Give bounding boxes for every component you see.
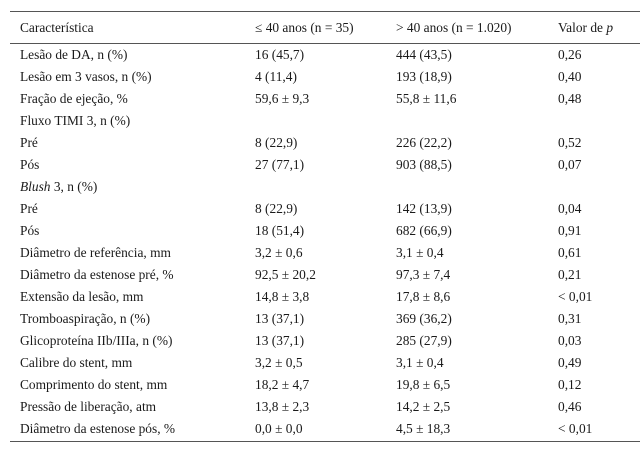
row-label: Lesão em 3 vasos, n (%)	[20, 68, 152, 84]
cell-age-40-or-less: 27 (77,1)	[255, 156, 305, 172]
cell-age-40-or-less: 92,5 ± 20,2	[255, 266, 316, 282]
cell-age-over-40: 285 (27,9)	[396, 332, 452, 348]
cell-p-value: 0,21	[558, 266, 582, 282]
cell-p-value	[558, 176, 640, 198]
cell-age-40-or-less: 14,8 ± 3,8	[255, 288, 310, 304]
cell-age-over-40: 3,1 ± 0,4	[396, 244, 444, 260]
header-p-value-prefix: Valor de	[558, 19, 607, 35]
table-row	[10, 418, 640, 442]
row-label: Pré	[20, 200, 38, 216]
cell-p-value: 0,26	[558, 46, 582, 62]
header-p-value	[558, 12, 640, 44]
row-label: Diâmetro da estenose pós, %	[10, 418, 255, 442]
row-label: Comprimento do stent, mm	[20, 376, 168, 392]
row-label: Diâmetro da estenose pré, %	[20, 266, 174, 282]
cell-age-40-or-less: 13 (37,1)	[255, 332, 305, 348]
cell-age-over-40: 3,1 ± 0,4	[396, 354, 444, 370]
cell-age-40-or-less: 3,2 ± 0,6	[255, 244, 303, 260]
data-table-container	[10, 11, 630, 442]
row-label-rest: 3, n (%)	[50, 178, 98, 194]
table-row	[10, 242, 640, 264]
cell-p-value: 0,03	[558, 332, 582, 348]
cell-age-over-40: 14,2 ± 2,5	[396, 398, 451, 414]
table-row	[10, 264, 640, 286]
table-row	[10, 66, 640, 88]
row-label: Fluxo TIMI 3, n (%)	[20, 112, 131, 128]
table-row	[10, 396, 640, 418]
cell-age-over-40: 142 (13,9)	[396, 200, 452, 216]
cell-age-over-40: 226 (22,2)	[396, 134, 452, 150]
row-label: Fração de ejeção, %	[20, 90, 128, 106]
table-row	[10, 352, 640, 374]
characteristics-table	[10, 11, 640, 442]
row-label: Pós	[20, 156, 40, 172]
cell-age-over-40: 903 (88,5)	[396, 156, 452, 172]
row-label-italic: Blush	[20, 178, 51, 194]
header-characteristic: Característica	[10, 12, 255, 44]
row-label: Pressão de liberação, atm	[20, 398, 157, 414]
table-row	[10, 44, 640, 66]
cell-p-value: 0,31	[558, 310, 582, 326]
cell-p-value: 0,48	[558, 90, 582, 106]
table-row	[10, 132, 640, 154]
cell-age-40-or-less: 13,8 ± 2,3	[255, 398, 310, 414]
cell-age-40-or-less: 59,6 ± 9,3	[255, 90, 310, 106]
cell-age-over-40: 55,8 ± 11,6	[396, 90, 457, 106]
cell-age-40-or-less: 8 (22,9)	[255, 200, 298, 216]
cell-age-40-or-less: 13 (37,1)	[255, 310, 305, 326]
table-row	[10, 198, 640, 220]
cell-age-40-or-less: 18,2 ± 4,7	[255, 376, 310, 392]
row-label: Diâmetro de referência, mm	[20, 244, 171, 260]
table-row	[10, 154, 640, 176]
table-row	[10, 110, 640, 132]
cell-p-value: 0,07	[558, 156, 582, 172]
cell-age-40-or-less	[255, 110, 396, 132]
header-age-40-or-less: ≤ 40 anos (n = 35)	[255, 12, 396, 44]
cell-p-value: 0,52	[558, 134, 582, 150]
cell-age-40-or-less: 3,2 ± 0,5	[255, 354, 303, 370]
table-row	[10, 374, 640, 396]
cell-age-over-40: 682 (66,9)	[396, 222, 452, 238]
cell-age-over-40: 444 (43,5)	[396, 46, 452, 62]
header-row	[10, 12, 640, 44]
cell-age-over-40: 17,8 ± 8,6	[396, 288, 451, 304]
table-row	[10, 176, 640, 198]
cell-p-value: 0,49	[558, 354, 582, 370]
cell-p-value: < 0,01	[558, 288, 593, 304]
table-row	[10, 330, 640, 352]
row-label: Tromboaspiração, n (%)	[20, 310, 151, 326]
cell-p-value	[558, 110, 640, 132]
row-label	[10, 176, 255, 198]
cell-age-over-40: 369 (36,2)	[396, 310, 452, 326]
row-label: Extensão da lesão, mm	[20, 288, 144, 304]
cell-age-40-or-less: 8 (22,9)	[255, 134, 298, 150]
cell-p-value: 0,46	[558, 398, 582, 414]
cell-age-40-or-less: 4 (11,4)	[255, 68, 297, 84]
cell-age-40-or-less: 0,0 ± 0,0	[255, 418, 396, 442]
table-row	[10, 286, 640, 308]
cell-age-over-40	[396, 110, 558, 132]
row-label: Pós	[20, 222, 40, 238]
header-p-value-symbol: p	[606, 19, 614, 35]
header-age-over-40: > 40 anos (n = 1.020)	[396, 12, 558, 44]
cell-age-over-40: 193 (18,9)	[396, 68, 452, 84]
cell-age-40-or-less: 16 (45,7)	[255, 46, 305, 62]
cell-p-value: < 0,01	[558, 418, 640, 442]
row-label: Calibre do stent, mm	[20, 354, 133, 370]
cell-age-over-40: 19,8 ± 6,5	[396, 376, 451, 392]
cell-p-value: 0,12	[558, 376, 582, 392]
cell-age-over-40: 4,5 ± 18,3	[396, 418, 558, 442]
row-label: Lesão de DA, n (%)	[20, 46, 128, 62]
cell-p-value: 0,04	[558, 200, 582, 216]
table-row	[10, 88, 640, 110]
cell-age-over-40	[396, 176, 558, 198]
row-label: Glicoproteína IIb/IIIa, n (%)	[20, 332, 173, 348]
cell-p-value: 0,40	[558, 68, 582, 84]
cell-age-40-or-less	[255, 176, 396, 198]
table-header	[10, 12, 640, 44]
table-row	[10, 308, 640, 330]
cell-p-value: 0,91	[558, 222, 582, 238]
cell-age-40-or-less: 18 (51,4)	[255, 222, 305, 238]
cell-p-value: 0,61	[558, 244, 582, 260]
cell-age-over-40: 97,3 ± 7,4	[396, 266, 451, 282]
table-body	[10, 44, 640, 442]
row-label: Pré	[20, 134, 38, 150]
table-row	[10, 220, 640, 242]
